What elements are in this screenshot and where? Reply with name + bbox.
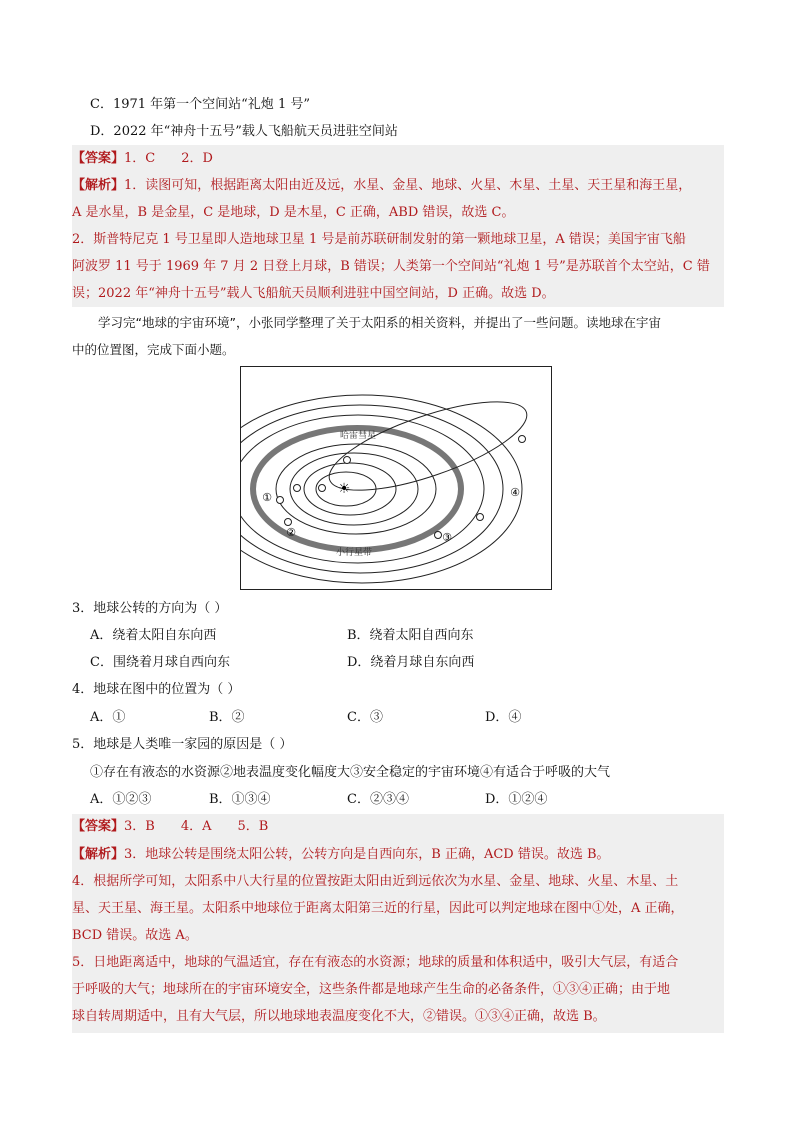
- answer-value: 4．A: [180, 819, 212, 834]
- q5-option-d: D．①②④: [485, 792, 548, 807]
- marker-3: ③: [442, 531, 452, 544]
- sun-icon: ☀: [337, 481, 351, 497]
- answer-value: 5．B: [237, 819, 269, 834]
- question-3-stem: 3．地球公转的方向为（ ）: [72, 601, 228, 616]
- analysis-line: 阿波罗 11 号于 1969 年 7 月 2 日登上月球，B 错误；人类第一个空间站“礼炮 1 号”是苏联首个太空站，C 错: [72, 259, 710, 274]
- analysis-line: 4．根据所学可知，太阳系中八大行星的位置按距太阳由近到远依次为水星、金星、地球、火星、木星、土: [72, 874, 679, 889]
- analysis-line: A 是水星，B 是金星，C 是地球，D 是木星，C 正确，ABD 错误，故选 C。: [72, 205, 515, 220]
- question-5-stem: 5．地球是人类唯一家园的原因是（ ）: [72, 737, 293, 752]
- q4-option-d: D．④: [485, 710, 522, 725]
- analysis-line: 误；2022 年“神舟十五号”载人飞船航天员顺利进驻中国空间站，D 正确。故选 D。: [72, 286, 555, 301]
- answer-tag: 【答案】: [72, 819, 125, 834]
- analysis-line: BCD 错误。故选 A。: [72, 928, 198, 943]
- analysis-line: 星、天王星、海王星。太阳系中地球位于距离太阳第三近的行星，因此可以判定地球在图中①处，A 正确，: [72, 901, 684, 916]
- q3-option-c: C．围绕着月球自西向东: [90, 655, 230, 670]
- q5-option-c: C．②③④: [347, 792, 409, 807]
- option-c: C．1971 年第一个空间站“礼炮 1 号”: [90, 97, 310, 112]
- halley-comet-label: 哈雷彗星: [340, 431, 377, 441]
- figure-frame: [241, 367, 552, 590]
- q4-option-c: C．③: [347, 710, 383, 725]
- answer-value: 3．B: [124, 819, 155, 834]
- q4-option-a: A．①: [90, 710, 126, 725]
- answer-line-1: [72, 145, 724, 172]
- question-4-stem: 4．地球在图中的位置为（ ）: [72, 682, 241, 697]
- solar-system-figure: [240, 366, 552, 590]
- q3-option-d: D．绕着月球自东向西: [347, 655, 475, 670]
- question-5-statements: ①存在有液态的水资源②地表温度变化幅度大③安全稳定的宇宙环境④有适合于呼吸的大气: [90, 765, 611, 780]
- option-d: D．2022 年“神舟十五号”载人飞船航天员进驻空间站: [90, 124, 398, 139]
- q4-option-b: B．②: [209, 710, 245, 725]
- marker-1: ①: [262, 491, 272, 504]
- q5-option-a: A．①②③: [90, 792, 152, 807]
- analysis-line: 【解析】1．读图可知，根据距离太阳由近及远，水星、金星、地球、火星、木星、土星、天王星和海王星，: [72, 178, 692, 193]
- answer-value: 2．D: [181, 151, 213, 166]
- intro-line: 学习完“地球的宇宙环境”，小张同学整理了关于太阳系的相关资料，并提出了一些问题。读地球在宇宙: [98, 315, 661, 330]
- q5-option-b: B．①③④: [209, 792, 271, 807]
- answer-line-2: [72, 813, 724, 840]
- marker-2: ②: [286, 526, 296, 539]
- analysis-line: 5．日地距离适中，地球的气温适宜，存在有液态的水资源；地球的质量和体积适中，吸引大气层，有适合: [72, 955, 679, 970]
- analysis-line: 【解析】3．地球公转是围绕太阳公转，公转方向是自西向东，B 正确，ACD 错误。故选 B。: [72, 847, 610, 862]
- analysis-tag: 【解析】: [72, 178, 125, 193]
- marker-4: ④: [510, 486, 520, 499]
- answer-value: 1．C: [124, 151, 156, 166]
- asteroid-belt-label: 小行星带: [336, 548, 373, 558]
- analysis-line: 2．斯普特尼克 1 号卫星即人造地球卫星 1 号是前苏联研制发射的第一颗地球卫星，A 错误；美国宇宙飞船: [72, 232, 686, 247]
- q3-option-b: B．绕着太阳自西向东: [347, 628, 474, 643]
- answer-tag: 【答案】: [72, 151, 125, 166]
- intro-line: 中的位置图，完成下面小题。: [72, 342, 235, 357]
- q3-option-a: A．绕着太阳自东向西: [90, 628, 217, 643]
- analysis-tag: 【解析】: [72, 847, 125, 862]
- analysis-line: 于呼吸的大气；地球所在的宇宙环境安全，这些条件都是地球产生生命的必备条件，①③④正确；由于地: [72, 982, 671, 997]
- analysis-line: 球自转周期适中，且有大气层，所以地球地表温度变化不大，②错误。①③④正确，故选 B。: [72, 1009, 606, 1024]
